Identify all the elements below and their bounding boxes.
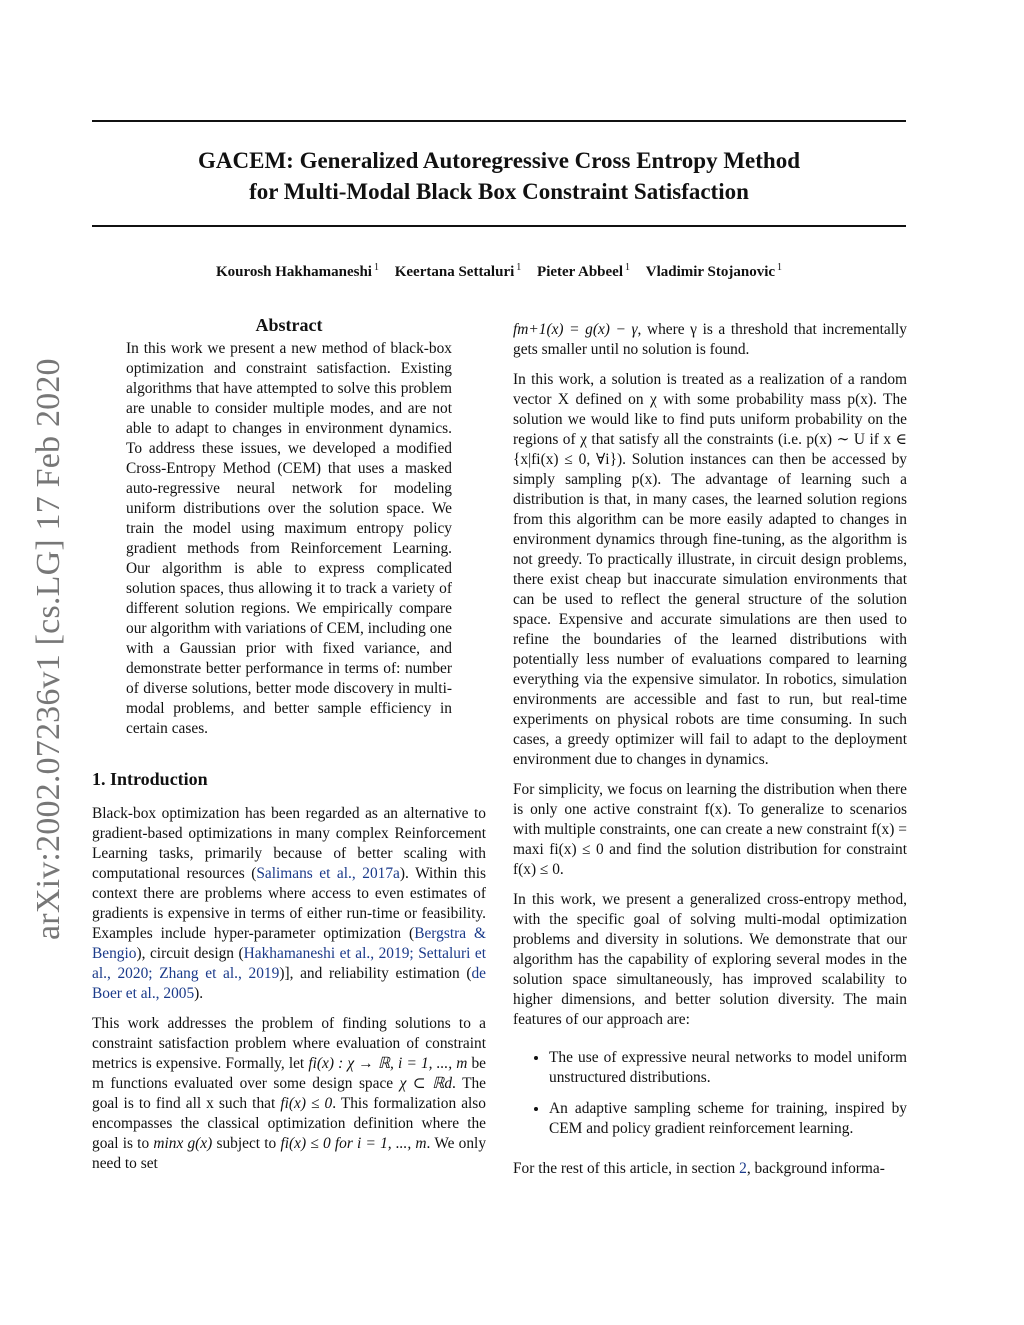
text-span: ), circuit design ( bbox=[136, 945, 244, 962]
author-affiliation: 1 bbox=[624, 262, 630, 273]
author-list bbox=[92, 262, 906, 281]
text-span: . This formalization also encompasses the classical optimization definition where the goal is to bbox=[92, 1095, 486, 1152]
text-span: Black-box optimization has been regarded as an alternative to gradient-based optimizations in many complex Reinforcement Learning tasks, primarily because of better scaling with computational resources ( bbox=[92, 805, 486, 882]
math-expression: minx g(x) bbox=[153, 1135, 213, 1152]
intro-paragraph-5: For simplicity, we focus on learning the distribution when there is only one active constraint f(x). To generalize to scenarios with multiple constraints, one can create a new constraint f(x) = maxi fi(x) ≤ 0 and find the solution distribution for constraint f(x) ≤ 0. bbox=[513, 781, 907, 878]
author-name: Vladimir Stojanovic bbox=[645, 264, 776, 280]
citation-link[interactable]: Hakhamaneshi et al., 2019; Settaluri et al., 2020; Zhang et al., 2019 bbox=[92, 945, 486, 982]
author-name: Keertana Settaluri bbox=[394, 264, 515, 280]
text-span: For the rest of this article, in section bbox=[513, 1160, 740, 1177]
left-column bbox=[92, 315, 486, 1184]
text-span: subject to bbox=[212, 1135, 281, 1152]
citation-link[interactable]: de Boer et al., 2005 bbox=[92, 965, 486, 1002]
feature-list bbox=[513, 1048, 907, 1139]
math-expression: fi(x) ≤ 0 for i = 1, ..., m bbox=[280, 1135, 427, 1152]
section-reference-link[interactable]: 2 bbox=[739, 1160, 747, 1177]
text-span: )], and reliability estimation ( bbox=[279, 965, 472, 982]
list-item: • An adaptive sampling scheme for training, inspired by CEM and policy gradient reinforcement learning. bbox=[549, 1099, 907, 1139]
author bbox=[216, 262, 379, 281]
title-line-1: GACEM: Generalized Autoregressive Cross Entropy Method bbox=[198, 148, 800, 173]
author bbox=[646, 262, 782, 281]
math-expression: χ ⊂ ℝd bbox=[399, 1075, 453, 1092]
right-column bbox=[513, 320, 907, 1189]
author-affiliation: 1 bbox=[516, 262, 522, 273]
author-affiliation: 1 bbox=[373, 262, 379, 273]
title-top-rule bbox=[92, 120, 906, 122]
citation-link[interactable]: Salimans et al., 2017a bbox=[256, 865, 400, 882]
text-span: , background informa- bbox=[746, 1160, 885, 1177]
intro-paragraph-7 bbox=[513, 1159, 907, 1179]
author bbox=[395, 262, 522, 281]
section-heading-introduction: 1. Introduction bbox=[92, 769, 208, 789]
intro-paragraph-3 bbox=[513, 320, 907, 360]
text-span: This work addresses the problem of finding solutions to a constraint satisfaction problem where evaluation of constraint metrics is expensive. Formally, let bbox=[92, 1015, 486, 1072]
text-span: be m functions evaluated over some design space bbox=[92, 1055, 487, 1092]
arxiv-identifier: arXiv:2002.07236v1 [cs.LG] 17 Feb 2020 bbox=[30, 358, 67, 940]
author bbox=[537, 262, 630, 281]
citation-link[interactable]: Bergstra & Bengio bbox=[92, 925, 486, 962]
author-affiliation: 1 bbox=[777, 262, 783, 273]
text-span: ). Within this context there are problems where access to even estimates of gradients is expensive in terms of either run-time or feasibility. Examples include hyper-parameter optimization ( bbox=[92, 865, 486, 942]
abstract-text: In this work we present a new method of black-box optimization and constraint satisfaction. Existing algorithms that have attempted to solve this problem are unable to consider multiple modes, and are not able to adapt to changes in environment dynamics. To address these issues, we developed a modified Cross-Entropy Method (CEM) that uses a masked auto-regressive neural network for modeling uniform distributions over the solution space. We train the model using maximum entropy policy gradient methods from Reinforcement Learning. Our algorithm is able to express complicated solution spaces, thus allowing it to track a variety of different solution regions. We empirically compare our algorithm with variations of CEM, including one with a Gaussian prior with fixed variance, and demonstrate better performance in terms of: number of diverse solutions, better mode discovery in multi-modal problems, and better sample efficiency in certain cases. bbox=[126, 340, 452, 737]
text-span: ). bbox=[194, 985, 204, 1002]
math-expression: fi(x) ≤ 0 bbox=[280, 1095, 333, 1112]
author-name: Pieter Abbeel bbox=[537, 264, 623, 280]
intro-paragraph-6: In this work, we present a generalized cross-entropy method, with the specific goal of solving multi-modal optimization problems and diversity in solutions. We demonstrate that our algorithm has the capability of exploring several modes in the solution space simultaneously, has improved scalability to higher dimensions, and better solution diversity. The main features of our approach are: bbox=[513, 891, 907, 1028]
title-line-2: for Multi-Modal Black Box Constraint Satisfaction bbox=[249, 179, 749, 204]
abstract-heading: Abstract bbox=[255, 315, 323, 335]
list-item: • The use of expressive neural networks to model uniform unstructured distributions. bbox=[549, 1048, 907, 1088]
title-bottom-rule bbox=[92, 225, 906, 227]
intro-paragraph-4: In this work, a solution is treated as a realization of a random vector X defined on χ with some probability mass p(x). The solution we would like to find puts uniform probability on the regions of χ that satisfy all the constraints (i.e. p(x) ∼ U if x ∈ {x|fi(x) ≤ 0, ∀i}). Solution instances can then be accessed by simply sampling p(x). The advantage of learning such a distribution is that, in many cases, the learned solution regions from this algorithm can be more easily adapted to changes in environment dynamics through fine-tuning, as the algorithm is not greedy. To practically illustrate, in circuit design problems, there exist cheap but inaccurate simulation environments that can be used to reflect the general structure of the solution space. Expensive and accurate simulations are then used to refine the boundaries of the learned distributions with potentially less number of evaluations compared to learning everything via the expensive simulator. In robotics, simulation environments are accessible and fast to run, but real-time experiments on physical robots are time consuming. In such cases, a greedy optimizer will fail to adapt to the deployment environment due to changes in dynamics. bbox=[513, 371, 907, 768]
text-span: , where γ is a threshold that incrementally gets smaller until no solution is found. bbox=[513, 321, 908, 358]
intro-paragraph-1 bbox=[92, 804, 486, 1004]
text-span: . We only need to set bbox=[92, 1135, 487, 1172]
text-span: . The goal is to find all x such that bbox=[92, 1075, 486, 1112]
paper-title bbox=[92, 145, 906, 207]
math-expression: fi(x) : χ → ℝ, i = 1, ..., m bbox=[308, 1055, 468, 1072]
math-expression: fm+1(x) = g(x) − γ bbox=[513, 321, 638, 338]
intro-paragraph-2 bbox=[92, 1014, 486, 1174]
author-name: Kourosh Hakhamaneshi bbox=[215, 264, 372, 280]
